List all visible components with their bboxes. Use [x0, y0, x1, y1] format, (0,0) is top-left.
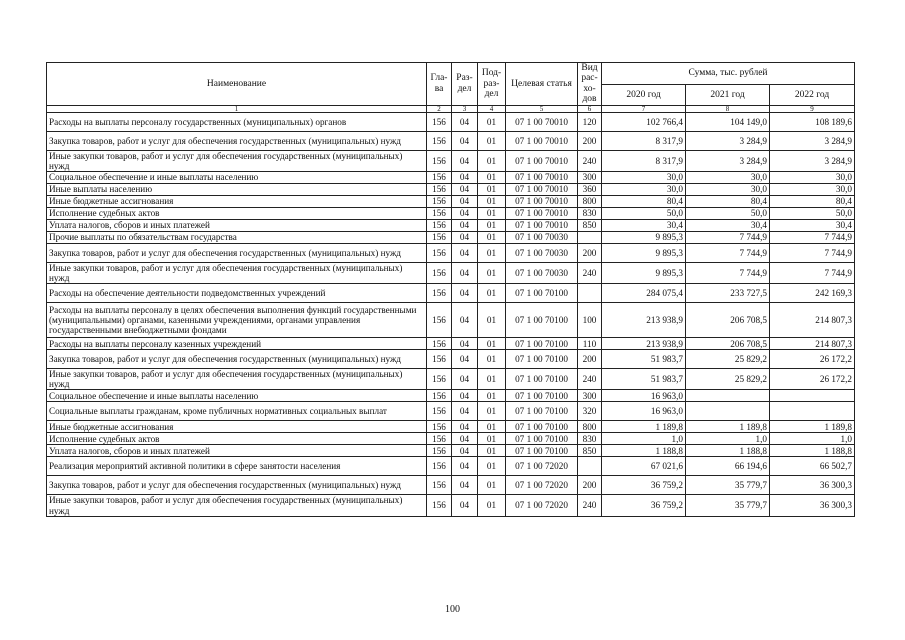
row-name: Уплата налогов, сборов и иных платежей: [47, 219, 427, 231]
row-glava: 156: [427, 421, 452, 433]
row-name: Иные бюджетные ассигнования: [47, 195, 427, 207]
row-value-2022: 26 172,2: [770, 369, 855, 390]
row-name: Реализация мероприятий активной политики в сфере занятости населения: [47, 457, 427, 476]
row-value-2021: 66 194,6: [686, 457, 770, 476]
row-value-2020: 9 895,3: [602, 243, 686, 262]
row-celevaya-statya: 07 1 00 70010: [506, 150, 578, 171]
header-celevaya-statya: Целевая статья: [506, 63, 578, 106]
row-value-2022: 36 300,3: [770, 476, 855, 495]
row-value-2020: 50,0: [602, 207, 686, 219]
row-value-2020: 8 317,9: [602, 131, 686, 150]
table-row: [47, 390, 855, 402]
row-vid-rashodov: [578, 457, 602, 476]
table-row: [47, 445, 855, 457]
column-number: 5: [506, 105, 578, 112]
table-row: [47, 171, 855, 183]
table-row: [47, 495, 855, 516]
row-value-2022: 3 284,9: [770, 150, 855, 171]
row-razdel: 04: [452, 150, 478, 171]
row-value-2022: 30,0: [770, 183, 855, 195]
row-value-2020: 9 895,3: [602, 231, 686, 243]
row-value-2020: 284 075,4: [602, 284, 686, 303]
table-row: [47, 183, 855, 195]
row-value-2022: 214 807,3: [770, 303, 855, 338]
row-vid-rashodov: 240: [578, 262, 602, 283]
row-name: Иные закупки товаров, работ и услуг для обеспечения государственных (муниципальных) нужд: [47, 262, 427, 283]
row-vid-rashodov: 300: [578, 171, 602, 183]
row-value-2021: 7 744,9: [686, 243, 770, 262]
row-value-2020: 16 963,0: [602, 390, 686, 402]
row-value-2022: 26 172,2: [770, 350, 855, 369]
row-vid-rashodov: 200: [578, 243, 602, 262]
row-podrazdel: 01: [478, 207, 506, 219]
row-razdel: 04: [452, 231, 478, 243]
row-celevaya-statya: 07 1 00 70100: [506, 421, 578, 433]
row-razdel: 04: [452, 303, 478, 338]
row-value-2020: 30,4: [602, 219, 686, 231]
row-value-2021: 30,0: [686, 183, 770, 195]
row-value-2021: 30,4: [686, 219, 770, 231]
row-value-2022: 108 189,6: [770, 112, 855, 131]
row-podrazdel: 01: [478, 369, 506, 390]
row-value-2022: 30,0: [770, 171, 855, 183]
header-glava: Гла-ва: [427, 63, 452, 106]
table-row: [47, 303, 855, 338]
header-podrazdel: Под-раз-дел: [478, 63, 506, 106]
row-value-2020: 213 938,9: [602, 303, 686, 338]
row-razdel: 04: [452, 390, 478, 402]
row-glava: 156: [427, 457, 452, 476]
row-value-2020: 1,0: [602, 433, 686, 445]
row-vid-rashodov: [578, 284, 602, 303]
row-value-2022: 1,0: [770, 433, 855, 445]
row-name: Закупка товаров, работ и услуг для обеспечения государственных (муниципальных) нужд: [47, 243, 427, 262]
row-vid-rashodov: 830: [578, 433, 602, 445]
row-name: Расходы на обеспечение деятельности подведомственных учреждений: [47, 284, 427, 303]
row-value-2022: 66 502,7: [770, 457, 855, 476]
row-value-2020: 9 895,3: [602, 262, 686, 283]
column-number: 2: [427, 105, 452, 112]
column-number: 9: [770, 105, 855, 112]
table-row: [47, 369, 855, 390]
row-celevaya-statya: 07 1 00 72020: [506, 457, 578, 476]
row-celevaya-statya: 07 1 00 70010: [506, 195, 578, 207]
row-celevaya-statya: 07 1 00 70010: [506, 219, 578, 231]
row-razdel: 04: [452, 457, 478, 476]
header-summa: Сумма, тыс. рублей: [602, 63, 855, 85]
row-glava: 156: [427, 338, 452, 350]
row-celevaya-statya: 07 1 00 70100: [506, 402, 578, 421]
row-value-2022: 50,0: [770, 207, 855, 219]
row-glava: 156: [427, 207, 452, 219]
row-celevaya-statya: 07 1 00 70100: [506, 350, 578, 369]
row-celevaya-statya: 07 1 00 70010: [506, 183, 578, 195]
row-vid-rashodov: [578, 231, 602, 243]
row-value-2022: 36 300,3: [770, 495, 855, 516]
row-celevaya-statya: 07 1 00 70030: [506, 262, 578, 283]
row-vid-rashodov: 120: [578, 112, 602, 131]
row-celevaya-statya: 07 1 00 70030: [506, 243, 578, 262]
table-row: [47, 243, 855, 262]
page-number: 100: [445, 604, 460, 615]
row-glava: 156: [427, 183, 452, 195]
row-value-2022: 7 744,9: [770, 243, 855, 262]
table-row: [47, 421, 855, 433]
row-podrazdel: 01: [478, 219, 506, 231]
row-value-2021: 3 284,9: [686, 131, 770, 150]
row-glava: 156: [427, 495, 452, 516]
row-celevaya-statya: 07 1 00 72020: [506, 476, 578, 495]
row-podrazdel: 01: [478, 457, 506, 476]
row-glava: 156: [427, 112, 452, 131]
budget-table-container: [46, 62, 854, 517]
row-value-2021: 1 188,8: [686, 445, 770, 457]
row-vid-rashodov: 110: [578, 338, 602, 350]
row-razdel: 04: [452, 195, 478, 207]
row-vid-rashodov: 200: [578, 131, 602, 150]
row-podrazdel: 01: [478, 284, 506, 303]
row-vid-rashodov: 850: [578, 219, 602, 231]
row-celevaya-statya: 07 1 00 70100: [506, 303, 578, 338]
table-row: [47, 207, 855, 219]
row-celevaya-statya: 07 1 00 70100: [506, 284, 578, 303]
row-value-2022: 1 189,8: [770, 421, 855, 433]
row-value-2021: 1,0: [686, 433, 770, 445]
row-name: Иные бюджетные ассигнования: [47, 421, 427, 433]
row-celevaya-statya: 07 1 00 70010: [506, 131, 578, 150]
row-podrazdel: 01: [478, 402, 506, 421]
column-number: 8: [686, 105, 770, 112]
row-value-2020: 67 021,6: [602, 457, 686, 476]
row-value-2022: 3 284,9: [770, 131, 855, 150]
row-value-2020: 30,0: [602, 171, 686, 183]
row-podrazdel: 01: [478, 421, 506, 433]
row-glava: 156: [427, 402, 452, 421]
row-podrazdel: 01: [478, 112, 506, 131]
row-vid-rashodov: 240: [578, 150, 602, 171]
row-podrazdel: 01: [478, 231, 506, 243]
header-razdel: Раз-дел: [452, 63, 478, 106]
row-celevaya-statya: 07 1 00 70100: [506, 445, 578, 457]
row-value-2021: 25 829,2: [686, 369, 770, 390]
row-podrazdel: 01: [478, 150, 506, 171]
row-name: Иные закупки товаров, работ и услуг для обеспечения государственных (муниципальных) нужд: [47, 369, 427, 390]
table-row: [47, 112, 855, 131]
row-value-2022: 7 744,9: [770, 231, 855, 243]
row-name: Закупка товаров, работ и услуг для обеспечения государственных (муниципальных) нужд: [47, 350, 427, 369]
row-value-2020: 213 938,9: [602, 338, 686, 350]
row-name: Социальные выплаты гражданам, кроме публичных нормативных социальных выплат: [47, 402, 427, 421]
row-vid-rashodov: 360: [578, 183, 602, 195]
row-value-2021: 7 744,9: [686, 231, 770, 243]
row-value-2021: 25 829,2: [686, 350, 770, 369]
row-glava: 156: [427, 231, 452, 243]
row-name: Социальное обеспечение и иные выплаты населению: [47, 390, 427, 402]
row-value-2021: 206 708,5: [686, 303, 770, 338]
row-value-2022: 7 744,9: [770, 262, 855, 283]
row-glava: 156: [427, 195, 452, 207]
row-vid-rashodov: 850: [578, 445, 602, 457]
row-podrazdel: 01: [478, 476, 506, 495]
row-value-2022: 1 188,8: [770, 445, 855, 457]
row-podrazdel: 01: [478, 303, 506, 338]
row-value-2021: 50,0: [686, 207, 770, 219]
row-value-2022: [770, 390, 855, 402]
row-celevaya-statya: 07 1 00 70010: [506, 112, 578, 131]
row-value-2021: 1 189,8: [686, 421, 770, 433]
row-podrazdel: 01: [478, 243, 506, 262]
row-value-2021: 80,4: [686, 195, 770, 207]
row-value-2022: 30,4: [770, 219, 855, 231]
row-vid-rashodov: 830: [578, 207, 602, 219]
row-podrazdel: 01: [478, 131, 506, 150]
row-name: Иные закупки товаров, работ и услуг для обеспечения государственных (муниципальных) нужд: [47, 150, 427, 171]
row-value-2021: 104 149,0: [686, 112, 770, 131]
row-vid-rashodov: 200: [578, 476, 602, 495]
row-razdel: 04: [452, 262, 478, 283]
table-row: [47, 338, 855, 350]
row-value-2020: 80,4: [602, 195, 686, 207]
row-value-2021: [686, 402, 770, 421]
row-celevaya-statya: 07 1 00 72020: [506, 495, 578, 516]
row-glava: 156: [427, 262, 452, 283]
row-name: Исполнение судебных актов: [47, 207, 427, 219]
row-podrazdel: 01: [478, 195, 506, 207]
row-razdel: 04: [452, 421, 478, 433]
row-celevaya-statya: 07 1 00 70100: [506, 433, 578, 445]
row-glava: 156: [427, 219, 452, 231]
row-vid-rashodov: 240: [578, 495, 602, 516]
row-value-2020: 1 189,8: [602, 421, 686, 433]
row-glava: 156: [427, 476, 452, 495]
table-body: [47, 112, 855, 516]
row-podrazdel: 01: [478, 390, 506, 402]
table-row: [47, 350, 855, 369]
row-celevaya-statya: 07 1 00 70010: [506, 207, 578, 219]
row-value-2022: 80,4: [770, 195, 855, 207]
row-podrazdel: 01: [478, 495, 506, 516]
row-glava: 156: [427, 171, 452, 183]
row-podrazdel: 01: [478, 171, 506, 183]
row-vid-rashodov: 800: [578, 195, 602, 207]
row-value-2021: [686, 390, 770, 402]
row-value-2020: 30,0: [602, 183, 686, 195]
header-vid-rashodov: Вид рас-хо-дов: [578, 63, 602, 106]
table-row: [47, 262, 855, 283]
row-razdel: 04: [452, 350, 478, 369]
header-name: Наименование: [47, 63, 427, 106]
header-year-2022: 2022 год: [770, 84, 855, 105]
row-razdel: 04: [452, 183, 478, 195]
row-name: Уплата налогов, сборов и иных платежей: [47, 445, 427, 457]
row-vid-rashodov: 320: [578, 402, 602, 421]
row-razdel: 04: [452, 243, 478, 262]
row-razdel: 04: [452, 476, 478, 495]
row-value-2022: 214 807,3: [770, 338, 855, 350]
row-glava: 156: [427, 369, 452, 390]
row-value-2020: 102 766,4: [602, 112, 686, 131]
row-celevaya-statya: 07 1 00 70100: [506, 369, 578, 390]
row-value-2021: 35 779,7: [686, 476, 770, 495]
row-name: Прочие выплаты по обязательствам государства: [47, 231, 427, 243]
row-glava: 156: [427, 390, 452, 402]
table-row: [47, 433, 855, 445]
column-number-row: [47, 105, 855, 112]
row-glava: 156: [427, 131, 452, 150]
row-value-2021: 206 708,5: [686, 338, 770, 350]
header-year-2021: 2021 год: [686, 84, 770, 105]
row-glava: 156: [427, 284, 452, 303]
table-row: [47, 150, 855, 171]
row-value-2022: [770, 402, 855, 421]
table-row: [47, 457, 855, 476]
column-number: 3: [452, 105, 478, 112]
row-celevaya-statya: 07 1 00 70010: [506, 171, 578, 183]
budget-table: [46, 62, 855, 517]
row-razdel: 04: [452, 338, 478, 350]
row-value-2021: 3 284,9: [686, 150, 770, 171]
table-row: [47, 231, 855, 243]
row-value-2020: 36 759,2: [602, 495, 686, 516]
row-value-2020: 16 963,0: [602, 402, 686, 421]
row-name: Расходы на выплаты персоналу казенных учреждений: [47, 338, 427, 350]
table-row: [47, 476, 855, 495]
row-value-2021: 35 779,7: [686, 495, 770, 516]
row-podrazdel: 01: [478, 433, 506, 445]
row-podrazdel: 01: [478, 350, 506, 369]
row-name: Закупка товаров, работ и услуг для обеспечения государственных (муниципальных) нужд: [47, 131, 427, 150]
row-razdel: 04: [452, 284, 478, 303]
row-name: Расходы на выплаты персоналу государственных (муниципальных) органов: [47, 112, 427, 131]
row-razdel: 04: [452, 131, 478, 150]
table-row: [47, 131, 855, 150]
row-glava: 156: [427, 433, 452, 445]
row-vid-rashodov: 100: [578, 303, 602, 338]
row-razdel: 04: [452, 433, 478, 445]
table-row: [47, 402, 855, 421]
row-value-2020: 1 188,8: [602, 445, 686, 457]
row-value-2020: 51 983,7: [602, 350, 686, 369]
row-glava: 156: [427, 350, 452, 369]
row-name: Исполнение судебных актов: [47, 433, 427, 445]
table-row: [47, 284, 855, 303]
row-glava: 156: [427, 150, 452, 171]
row-value-2020: 51 983,7: [602, 369, 686, 390]
row-podrazdel: 01: [478, 445, 506, 457]
row-name: Расходы на выплаты персоналу в целях обеспечения выполнения функций государственными (муниципальными) органами, казенными учреждениями, органами управления государственными внебюджетными фондами: [47, 303, 427, 338]
row-name: Социальное обеспечение и иные выплаты населению: [47, 171, 427, 183]
row-vid-rashodov: 240: [578, 369, 602, 390]
column-number: 1: [47, 105, 427, 112]
row-razdel: 04: [452, 369, 478, 390]
row-vid-rashodov: 300: [578, 390, 602, 402]
row-razdel: 04: [452, 219, 478, 231]
row-value-2021: 7 744,9: [686, 262, 770, 283]
row-razdel: 04: [452, 171, 478, 183]
row-value-2021: 30,0: [686, 171, 770, 183]
row-value-2020: 8 317,9: [602, 150, 686, 171]
row-celevaya-statya: 07 1 00 70100: [506, 390, 578, 402]
row-glava: 156: [427, 445, 452, 457]
row-vid-rashodov: 200: [578, 350, 602, 369]
row-celevaya-statya: 07 1 00 70100: [506, 338, 578, 350]
row-glava: 156: [427, 303, 452, 338]
row-value-2022: 242 169,3: [770, 284, 855, 303]
row-razdel: 04: [452, 207, 478, 219]
row-razdel: 04: [452, 112, 478, 131]
row-vid-rashodov: 800: [578, 421, 602, 433]
row-podrazdel: 01: [478, 338, 506, 350]
column-number: 7: [602, 105, 686, 112]
row-razdel: 04: [452, 495, 478, 516]
row-razdel: 04: [452, 445, 478, 457]
row-podrazdel: 01: [478, 183, 506, 195]
row-value-2020: 36 759,2: [602, 476, 686, 495]
column-number: 4: [478, 105, 506, 112]
row-podrazdel: 01: [478, 262, 506, 283]
table-header: [47, 63, 855, 113]
row-name: Закупка товаров, работ и услуг для обеспечения государственных (муниципальных) нужд: [47, 476, 427, 495]
row-celevaya-statya: 07 1 00 70030: [506, 231, 578, 243]
table-row: [47, 195, 855, 207]
row-name: Иные закупки товаров, работ и услуг для обеспечения государственных (муниципальных) нужд: [47, 495, 427, 516]
table-row: [47, 219, 855, 231]
row-glava: 156: [427, 243, 452, 262]
row-name: Иные выплаты населению: [47, 183, 427, 195]
row-value-2021: 233 727,5: [686, 284, 770, 303]
header-year-2020: 2020 год: [602, 84, 686, 105]
row-razdel: 04: [452, 402, 478, 421]
column-number: 6: [578, 105, 602, 112]
